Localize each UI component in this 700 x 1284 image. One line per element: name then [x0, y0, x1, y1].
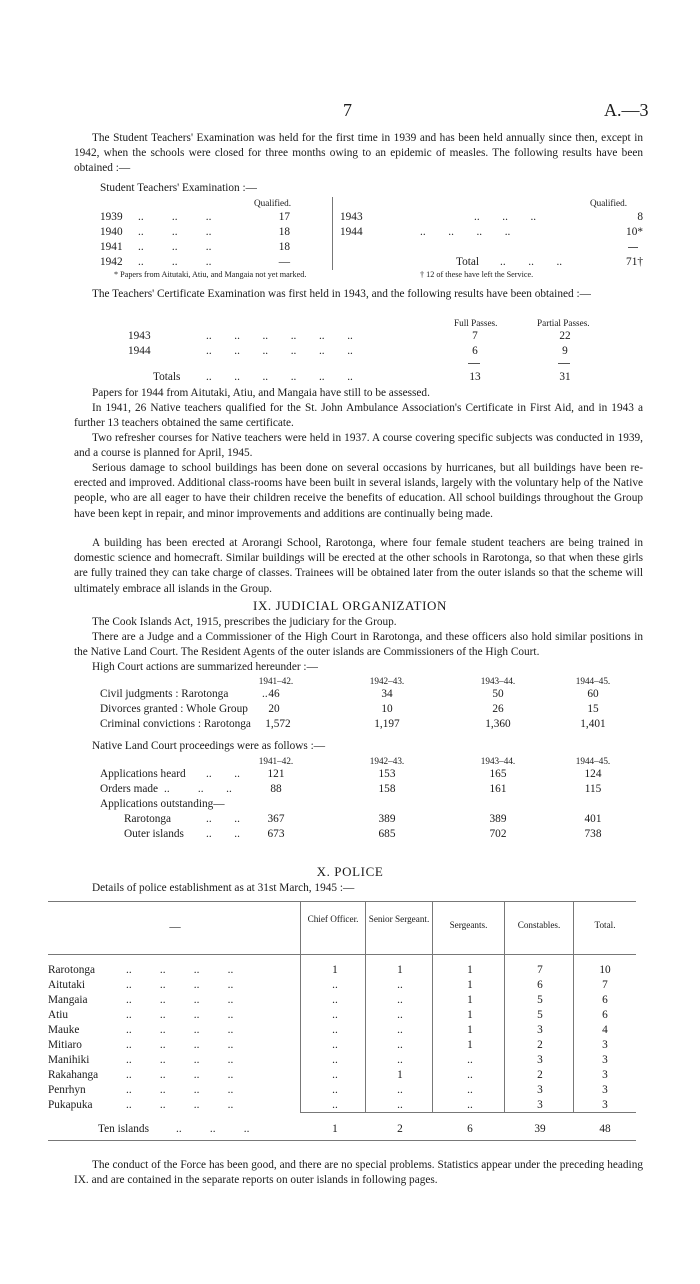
lc-cell: 738 — [584, 828, 602, 840]
cert-full: 6 — [472, 345, 478, 357]
police-island: Penrhyn — [48, 1084, 86, 1096]
police-total: 3 — [602, 1039, 608, 1051]
police-senior: 1 — [397, 1069, 403, 1081]
police-total: 6 — [602, 1009, 608, 1021]
lc-year-header: 1942–43. — [369, 756, 405, 766]
police-sergeants: 1 — [467, 1039, 473, 1051]
cert-partial: 9 — [562, 345, 568, 357]
cert-year: 1944 — [128, 345, 151, 357]
hc-cell: 1,401 — [580, 718, 606, 730]
hc-cell: 10 — [381, 703, 393, 715]
lc-cell: 115 — [584, 783, 602, 795]
student-exam-title: Student Teachers' Examination :— — [100, 182, 257, 194]
police-senior: .. — [397, 1099, 403, 1111]
police-constables: 2 — [537, 1039, 543, 1051]
police-constables: 3 — [537, 1084, 543, 1096]
police-constables: 6 — [537, 979, 543, 991]
police-senior: .. — [397, 1039, 403, 1051]
police-chief: .. — [332, 1084, 338, 1096]
lc-cell: 389 — [489, 813, 507, 825]
lc-cell: 153 — [378, 768, 396, 780]
police-sergeants: .. — [467, 1099, 473, 1111]
paragraph-police-intro: Details of police establishment as at 31st March, 1945 :— — [92, 882, 355, 894]
student-exam-divider — [332, 197, 333, 270]
police-senior: .. — [397, 1054, 403, 1066]
hc-cell: 1,360 — [485, 718, 511, 730]
police-sergeants: 1 — [467, 1009, 473, 1021]
police-col-sergeants: Sergeants. — [449, 920, 488, 930]
page-number: 7 — [343, 100, 352, 120]
police-total: 3 — [602, 1054, 608, 1066]
hc-cell: 34 — [381, 688, 393, 700]
police-island: Pukapuka — [48, 1099, 93, 1111]
police-senior: .. — [397, 979, 403, 991]
police-sergeants: .. — [467, 1069, 473, 1081]
lc-cell: 367 — [267, 813, 285, 825]
lc-year-header: 1944–45. — [575, 756, 611, 766]
hc-row-label: Criminal convictions : Rarotonga — [100, 718, 251, 730]
police-senior: 1 — [397, 964, 403, 976]
paragraph-police-conduct: The conduct of the Force has been good, and there are no special problems. Statistics appear under the preceding heading IX. and are contained in the separate reports on outer islands in following pages. — [74, 1159, 643, 1187]
student-exam-qualified: 18 — [278, 226, 290, 238]
police-constables: 7 — [537, 964, 543, 976]
police-total: 4 — [602, 1024, 608, 1036]
student-exam-year: 1944 — [340, 226, 363, 238]
police-senior: 2 — [397, 1123, 403, 1135]
police-chief: .. — [332, 979, 338, 991]
police-chief: .. — [332, 1099, 338, 1111]
police-col-blank: — — [169, 921, 181, 933]
student-exam-year: 1942 — [100, 256, 123, 268]
police-senior: .. — [397, 994, 403, 1006]
student-exam-qualified: 17 — [278, 211, 290, 223]
police-island: Ten islands — [98, 1123, 149, 1135]
student-exam-qualified: 10* — [626, 226, 643, 238]
hc-cell: 20 — [268, 703, 280, 715]
footnote-star: * Papers from Aitutaki, Atiu, and Mangaia not yet marked. — [114, 270, 307, 279]
police-chief: .. — [332, 1009, 338, 1021]
lc-row-label: Applications heard — [100, 768, 186, 780]
police-sergeants: 1 — [467, 1024, 473, 1036]
lc-row-label: Orders made — [100, 783, 159, 795]
police-island: Rakahanga — [48, 1069, 99, 1081]
lc-cell: 165 — [489, 768, 507, 780]
hc-cell: 15 — [587, 703, 599, 715]
lc-cell: 389 — [378, 813, 396, 825]
lc-cell: 158 — [378, 783, 396, 795]
police-senior: .. — [397, 1009, 403, 1021]
lc-row-label: Rarotonga — [124, 813, 172, 825]
hc-cell: 50 — [492, 688, 504, 700]
footnote-dagger: † 12 of these have left the Service. — [420, 270, 534, 279]
lc-cell: 685 — [378, 828, 396, 840]
police-sergeants: 1 — [467, 979, 473, 991]
police-total: 3 — [602, 1099, 608, 1111]
police-island: Manihiki — [48, 1054, 90, 1066]
police-total: 10 — [599, 964, 611, 976]
police-chief: .. — [332, 1024, 338, 1036]
lc-cell: 702 — [489, 828, 507, 840]
hc-row-label: Civil judgments : Rarotonga — [100, 688, 229, 700]
police-chief: 1 — [332, 964, 338, 976]
paragraph-refresher: Two refresher courses for Native teachers were held in 1937. A course covering specific subjects was conducted in 1939, and a course is planned for April, 1945. — [74, 432, 643, 460]
police-sergeants: 6 — [467, 1123, 473, 1135]
hc-year-header: 1942–43. — [369, 676, 405, 686]
lc-cell: 161 — [489, 783, 507, 795]
police-col-senior: Senior Sergeant. — [368, 914, 430, 924]
police-senior: .. — [397, 1024, 403, 1036]
student-exam-year: 1941 — [100, 241, 123, 253]
paragraph-arorangi: A building has been erected at Arorangi School, Rarotonga, where four female student teachers are being trained in domestic science and homecraft. Similar buildings will be erected at the other schools in Rarotonga, so that when these girls are fully trained they can take charge of classes. Trainees will be obtained later from the outer islands so that the scheme will ultimately embrace all islands in the Group. — [74, 537, 643, 595]
paragraph-high-court-intro: High Court actions are summarized hereunder :— — [92, 661, 318, 673]
police-chief: .. — [332, 994, 338, 1006]
police-constables: 5 — [537, 1009, 543, 1021]
police-island: Mangaia — [48, 994, 88, 1006]
police-constables: 3 — [537, 1054, 543, 1066]
police-col-total: Total. — [594, 920, 616, 930]
cert-year: 1943 — [128, 330, 151, 342]
hc-year-header: 1944–45. — [575, 676, 611, 686]
police-total: 48 — [599, 1123, 611, 1135]
lc-cell: 401 — [584, 813, 602, 825]
lc-row-label: Outer islands — [124, 828, 184, 840]
cert-col-full: Full Passes. — [454, 318, 498, 328]
police-chief: .. — [332, 1039, 338, 1051]
student-exam-qualified: 18 — [278, 241, 290, 253]
police-total: 7 — [602, 979, 608, 991]
lc-cell: 88 — [270, 783, 282, 795]
student-exam-total-value: 71† — [626, 256, 643, 268]
paragraph-student-exam-intro: The Student Teachers' Examination was held for the first time in 1939 and has been held annually since then, except in 1942, when the schools were closed for three months owing to an epidemic of measles. The following results have been obtained :— — [74, 132, 643, 175]
hc-cell: 1,572 — [265, 718, 291, 730]
police-constables: 39 — [534, 1123, 546, 1135]
hc-cell: 60 — [587, 688, 599, 700]
student-exam-year: 1940 — [100, 226, 123, 238]
hc-cell: 26 — [492, 703, 504, 715]
hc-cell: 1,197 — [374, 718, 400, 730]
lc-cell: 124 — [584, 768, 602, 780]
cert-totals-label: Totals — [153, 371, 181, 383]
paragraph-papers: Papers for 1944 from Aitutaki, Atiu, and Mangaia have still to be assessed. — [92, 387, 430, 399]
police-constables: 3 — [537, 1024, 543, 1036]
police-total: 3 — [602, 1069, 608, 1081]
paragraph-first-aid: In 1941, 26 Native teachers qualified for the St. John Ambulance Association's Certificate in First Aid, and in 1943 a further 13 teachers obtained the same certificate. — [74, 402, 643, 430]
student-exam-total-label: Total — [456, 256, 480, 268]
police-sergeants: 1 — [467, 994, 473, 1006]
hc-row-label: Divorces granted : Whole Group — [100, 703, 248, 715]
police-constables: 3 — [537, 1099, 543, 1111]
police-sergeants: 1 — [467, 964, 473, 976]
police-constables: 5 — [537, 994, 543, 1006]
police-island: Rarotonga — [48, 964, 96, 976]
student-exam-col-label-right: Qualified. — [590, 198, 627, 208]
cert-totals-full: 13 — [469, 371, 481, 383]
cert-full: 7 — [472, 330, 478, 342]
page-reference: A.—3 — [604, 100, 649, 120]
paragraph-judge: There are a Judge and a Commissioner of the High Court in Rarotonga, and these officers also hold similar positions in the Native Land Court. The Resident Agents of the outer islands are Commissioners of the High Court. — [74, 631, 643, 659]
police-sergeants: .. — [467, 1054, 473, 1066]
judicial-heading: IX. JUDICIAL ORGANIZATION — [253, 598, 447, 613]
student-exam-col-label-left: Qualified. — [254, 198, 291, 208]
paragraph-cook-islands-act: The Cook Islands Act, 1915, prescribes the judiciary for the Group. — [92, 616, 397, 628]
police-total: 3 — [602, 1084, 608, 1096]
lc-cell: 673 — [267, 828, 285, 840]
police-senior: .. — [397, 1084, 403, 1096]
lc-year-header: 1941–42. — [258, 756, 294, 766]
student-exam-year: 1943 — [340, 211, 363, 223]
cert-totals-partial: 31 — [559, 371, 571, 383]
police-col-chief: Chief Officer. — [307, 914, 359, 924]
hc-year-header: 1943–44. — [480, 676, 516, 686]
lc-cell: 121 — [267, 768, 285, 780]
document-page: 7 A.—3 The Student Teachers' Examination was held for the first time in 1939 and has been held annually since then, except in 1942, when the schools were closed for three months owing to an epidemic of measles. The following results have been obtained :— Student Teachers' Examination :— Qualified. Qualified. 1939 .. .. .. 17 1940 .. .. .. 18 1941 .. .. .. 18 1942 .. .. .. — 1943 .. .. .. 8 1944 .. .. .. .. 10* Total .. .. .. 71† * Papers from Aitutaki, Atiu, and Mangaia not yet marked. † 12 of these have left the Service. The Teachers' Certificate Examination was first held in 1943, and the following results have been obtained :— Full Passes. Partial Passes. 1943 .. .. .. .. .. .. 7 22 1944 .. .. .. .. .. .. 6 9 Totals .. .. .. .. .. .. 13 31 Papers for 1944 from Aitutaki, Atiu, and Mangaia have still to be assessed. In 1941, 26 Native teachers qualified for the St. John Ambulance Association's Certificate in First Aid, and in 1943 a further 13 teachers obtained the same certificate. Two refresher courses for Native teachers were held in 1937. A course covering specific subjects was conducted in 1939, and a course is planned for April, 1945. Serious damage to school buildings has been done on several occasions by hurricanes, but all buildings have been re-erected and improved. Additional class-rooms have been built in several islands, largely with the voluntary help of the Native people, who are all eager to have their children receive the benefits of education. All school buildings throughout the Group have been kept in repair, and minor improvements and additions are continually being made. A building has been erected at Arorangi School, Rarotonga, where four female student teachers are being trained in domestic science and homecraft. Similar buildings will be erected at the other schools in Rarotonga, so that when these girls are fully trained they can take charge of classes. Trainees will be obtained later from the outer islands so that the scheme will ultimately embrace all islands in the Group. IX. JUDICIAL ORGANIZATION The Cook Islands Act, 1915, prescribes the judiciary for the Group. There are a Judge and a Commissioner of the High Court in Rarotonga, and these officers also hold similar positions in the Native Land Court. The Resident Agents of the outer islands are Commissioners of the High Court. High Court actions are summarized hereunder :— 1941–42. 1942–43. 1943–44. 1944–45. Civil judgments : Rarotonga .. 46 34 50 60 Divorces granted : Whole Group 20 10 26 15 Criminal convictions : Rarotonga 1,572 1,197 1,360 1,401 Native Land Court proceedings were as follows :— 1941–42. 1942–43. 1943–44. 1944–45. Applications heard .. .. 121 153 165 124 Orders made .. .. .. 88 158 161 115 Applications outstanding— Rarotonga .. .. 367 389 389 401 Outer islands .. .. 673 685 702 738 X. POLICE Details of police establishment as at 31st March, 1945 :— — Chief Officer. Senior Sergeant. Sergeants. Constables. Total. Rarotonga .. .. .. .. 1 1 1 7 10 Aitutaki .. .. .. .. .. .. 1 6 7 Mangaia .. .. .. .. .. .. 1 5 6 Atiu .. .. .. .. .. .. 1 5 6 Mauke .. .. .. .. .. .. 1 3 4 Mitiaro .. .. .. .. .. .. 1 2 3 Manihiki .. .. .. .. .. .. .. 3 3 Rakahanga .. .. .. .. .. 1 .. 2 3 Penrhyn .. .. .. .. .. .. .. 3 3 Pukapuka .. .. .. .. .. .. .. 3 3 Ten islands .. .. .. 1 2 6 39 48 The conduct of the Force has been good, and there are no special problems. Statistics appear under the preceding heading IX. and are contained in the separate reports on outer islands in following pages. — [0, 0, 700, 1284]
police-chief: .. — [332, 1054, 338, 1066]
police-sergeants: .. — [467, 1084, 473, 1096]
police-island: Mauke — [48, 1024, 80, 1036]
police-total: 6 — [602, 994, 608, 1006]
cert-partial: 22 — [559, 330, 571, 342]
police-col-constables: Constables. — [517, 920, 561, 930]
lc-year-header: 1943–44. — [480, 756, 516, 766]
student-exam-year: 1939 — [100, 211, 123, 223]
paragraph-land-court-intro: Native Land Court proceedings were as follows :— — [92, 740, 326, 752]
student-exam-qualified: 8 — [637, 211, 643, 223]
police-island: Mitiaro — [48, 1039, 82, 1051]
paragraph-buildings: Serious damage to school buildings has been done on several occasions by hurricanes, but all buildings have been re-erected and improved. Additional class-rooms have been built in several islands, largely with the voluntary help of the Native people, who are all eager to have their children receive the benefits of education. All school buildings throughout the Group have been kept in repair, and minor improvements and additions are continually being made. — [74, 462, 643, 520]
hc-year-header: 1941–42. — [258, 676, 294, 686]
hc-cell: 46 — [268, 688, 280, 700]
paragraph-cert-exam-intro: The Teachers' Certificate Examination was first held in 1943, and the following results have been obtained :— — [92, 288, 591, 300]
lc-outstanding-label: Applications outstanding— — [100, 798, 225, 810]
police-island: Aitutaki — [48, 979, 86, 991]
student-exam-qualified: — — [278, 256, 290, 268]
police-heading: X. POLICE — [316, 864, 384, 879]
police-chief: 1 — [332, 1123, 338, 1135]
cert-col-partial: Partial Passes. — [537, 318, 590, 328]
police-island: Atiu — [48, 1009, 69, 1021]
police-constables: 2 — [537, 1069, 543, 1081]
police-chief: .. — [332, 1069, 338, 1081]
